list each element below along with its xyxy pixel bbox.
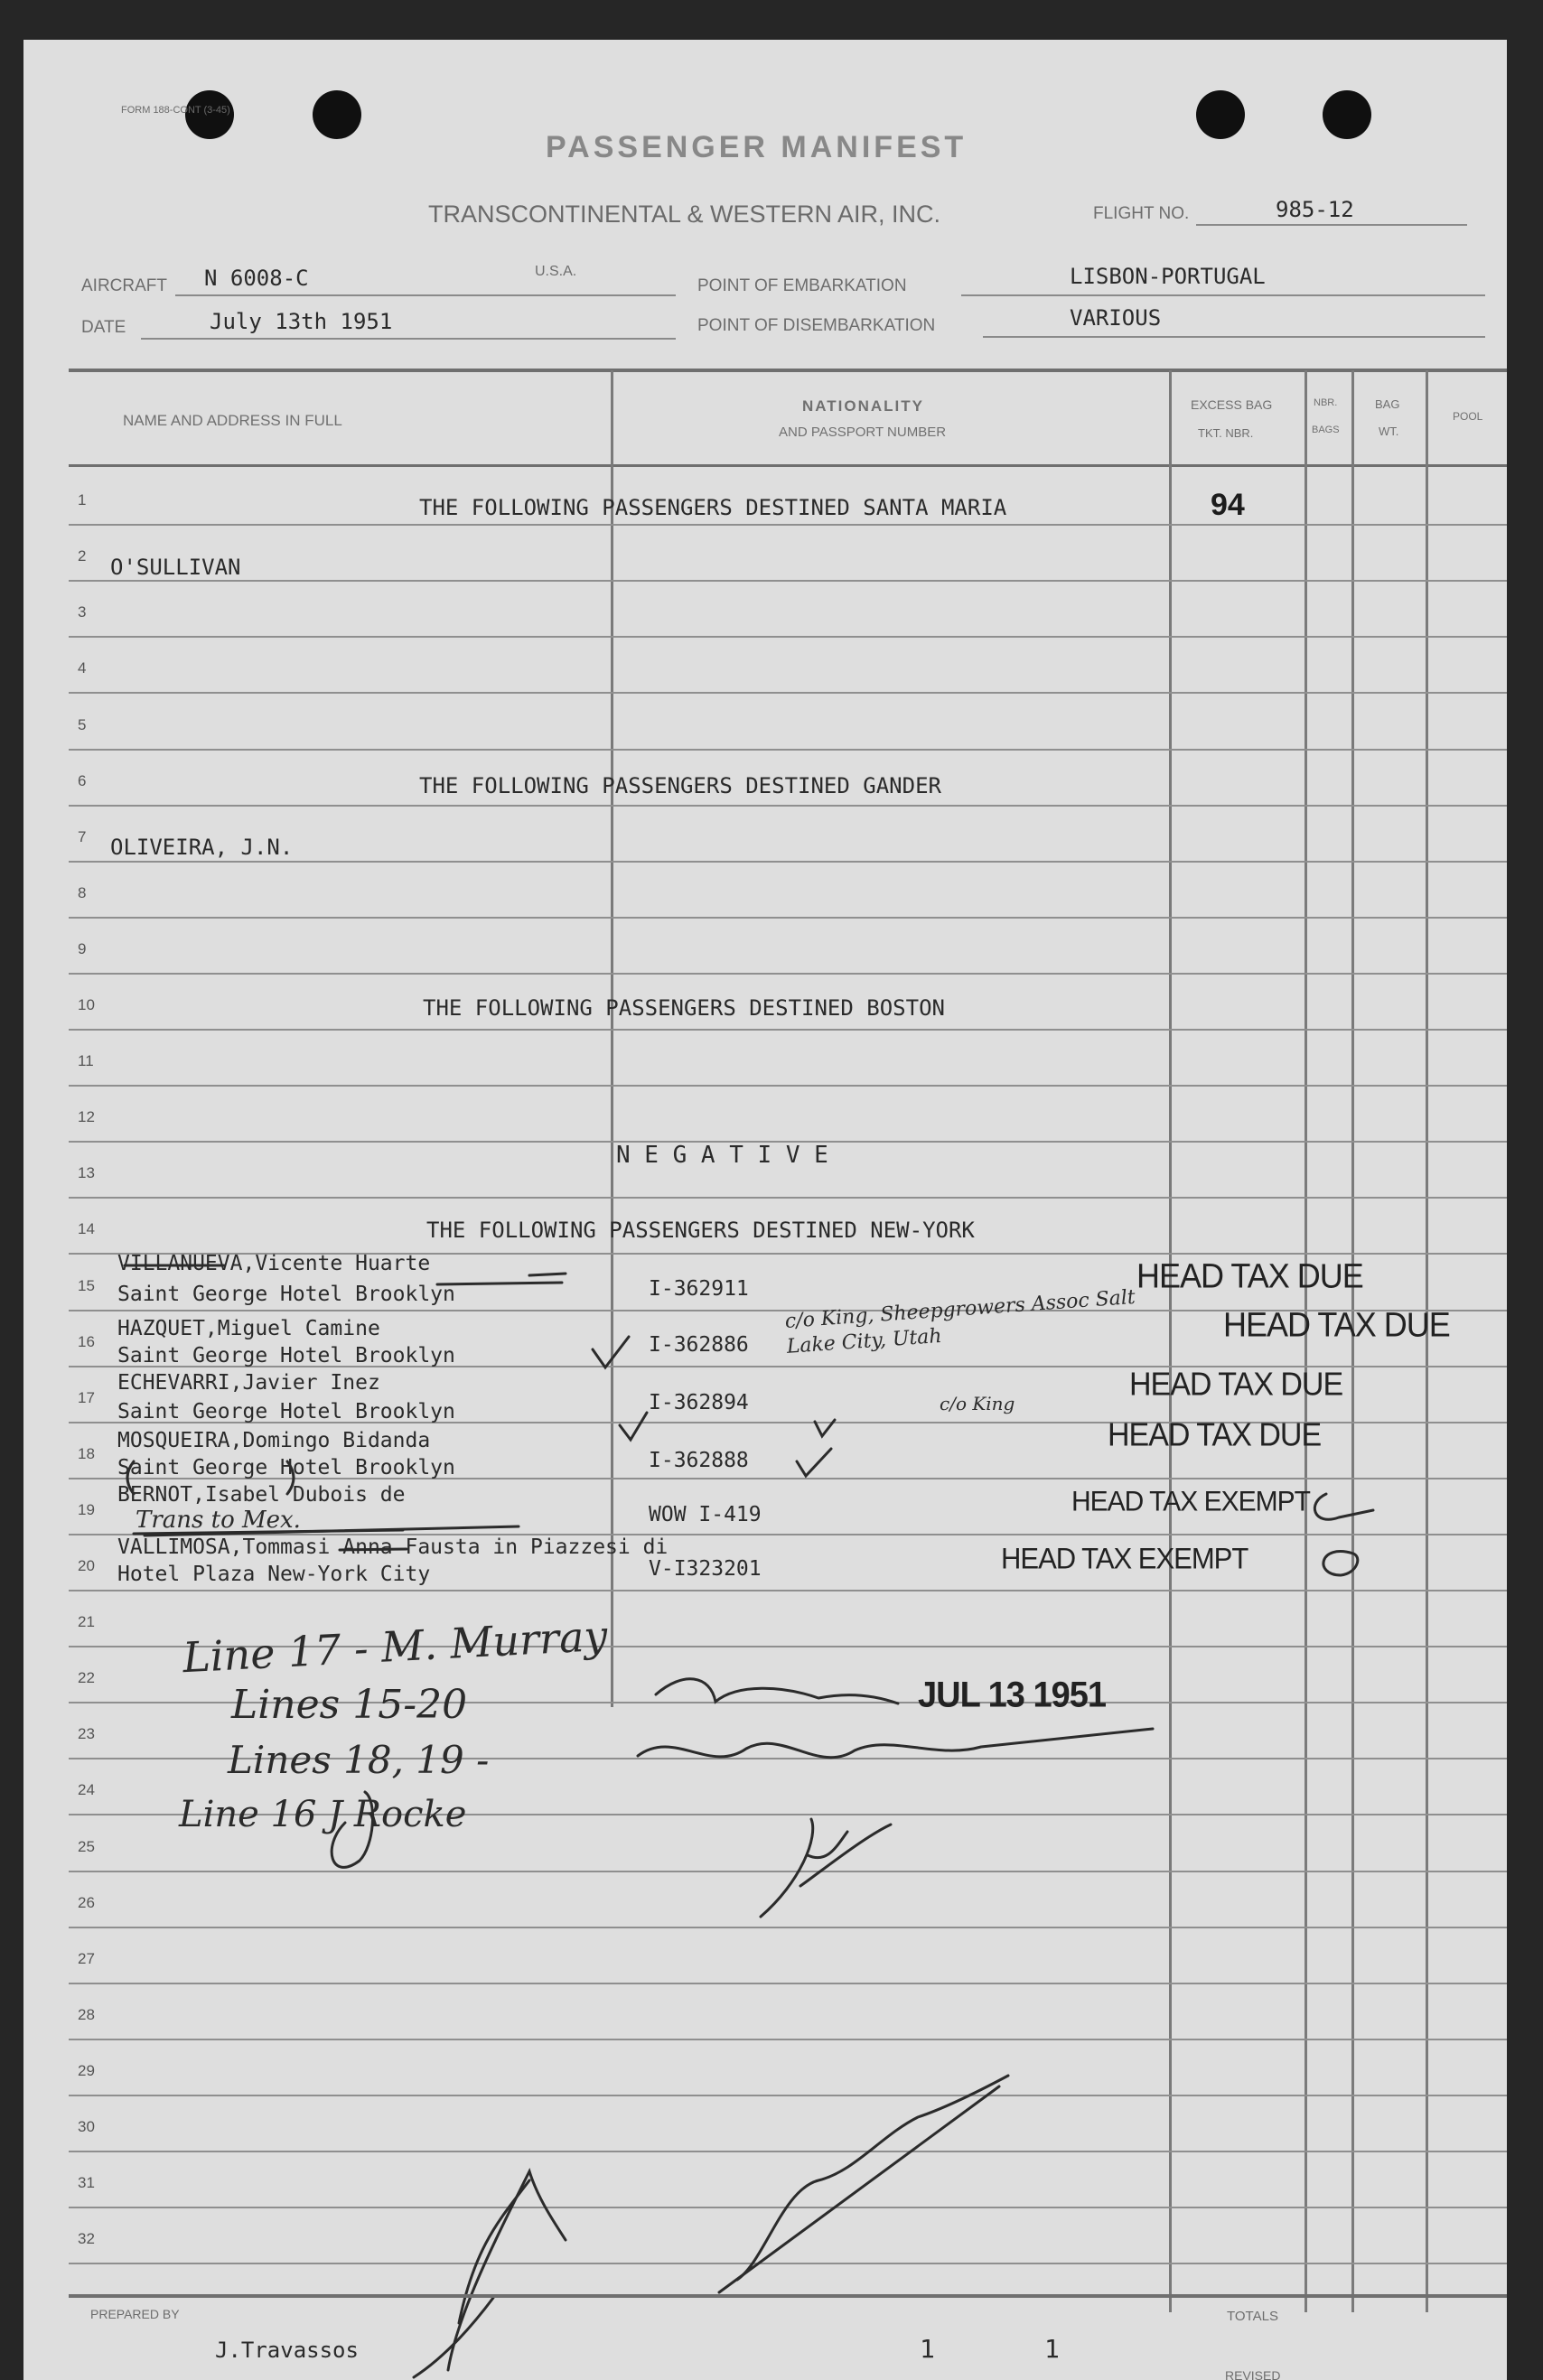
line-number: 1 (78, 491, 87, 509)
line-number: 20 (78, 1557, 95, 1574)
aircraft-label: AIRCRAFT (81, 276, 167, 295)
passenger-5-name: BERNOT,Isabel Dubois de (117, 1483, 406, 1507)
row-10-text: THE FOLLOWING PASSENGERS DESTINED BOSTON (423, 995, 945, 1021)
passenger-6-stamp: HEAD TAX EXEMPT (1001, 1542, 1248, 1575)
passenger-1-stamp: HEAD TAX DUE (1136, 1255, 1363, 1295)
passenger-3-name: ECHEVARRI,Javier Inez (117, 1371, 380, 1395)
line-number: 29 (78, 2062, 95, 2079)
passenger-3-address: Saint George Hotel Brooklyn (117, 1400, 455, 1423)
row-13-text: N E G A T I V E (616, 1142, 828, 1169)
row-14-text: THE FOLLOWING PASSENGERS DESTINED NEW-YORK (426, 1218, 975, 1243)
disembarkation-label: POINT OF DISEMBARKATION (697, 316, 936, 335)
col-excess-header: EXCESS BAG (1191, 397, 1273, 412)
usa-label: U.S.A. (535, 264, 577, 279)
passenger-4-stamp: HEAD TAX DUE (1108, 1417, 1322, 1453)
prepared-by-label: PREPARED BY (90, 2307, 180, 2321)
col-name-header: NAME AND ADDRESS IN FULL (123, 412, 342, 429)
col-bag-header: BAG (1375, 397, 1400, 411)
revised-label: REVISED (1225, 2368, 1281, 2380)
line-number: 18 (78, 1445, 95, 1462)
passenger-3-note: c/o King (940, 1393, 1015, 1414)
passenger-3-passport: I-362894 (649, 1391, 749, 1414)
date-label: DATE (81, 318, 126, 337)
line-number: 3 (78, 603, 87, 621)
line-number: 16 (78, 1333, 95, 1350)
line-number: 28 (78, 2006, 95, 2023)
flight-number: 985-12 (1276, 197, 1354, 222)
passenger-1-passport: I-362911 (649, 1277, 749, 1301)
line-number: 8 (78, 884, 87, 901)
row-7-text: OLIVEIRA, J.N. (110, 835, 294, 860)
line-number: 21 (78, 1613, 95, 1630)
col-nbr-header: NBR. (1314, 397, 1338, 408)
handwritten-line-22: Lines 15-20 (231, 1682, 468, 1728)
signatures-and-marks (23, 40, 1507, 2380)
row-1-count: 94 (1211, 488, 1245, 522)
airline-name: TRANSCONTINENTAL & WESTERN AIR, INC. (428, 201, 941, 228)
page-title: PASSENGER MANIFEST (546, 130, 968, 164)
handwritten-line-24: Line 16 J Rocke (179, 1794, 467, 1835)
passenger-5-stamp: HEAD TAX EXEMPT (1071, 1486, 1310, 1517)
line-number: 11 (78, 1052, 94, 1069)
row-6-text: THE FOLLOWING PASSENGERS DESTINED GANDER (419, 773, 941, 798)
line-number: 19 (78, 1501, 95, 1518)
line-number: 7 (78, 828, 87, 845)
line-number: 12 (78, 1108, 95, 1125)
line-number: 10 (78, 996, 95, 1013)
col-tkt-header: TKT. NBR. (1198, 426, 1254, 440)
passenger-2-address: Saint George Hotel Brooklyn (117, 1344, 455, 1367)
line-number: 26 (78, 1894, 95, 1911)
line-number: 30 (78, 2118, 95, 2135)
line-number: 24 (78, 1781, 95, 1798)
passenger-2-stamp: HEAD TAX DUE (1223, 1304, 1450, 1344)
line-number: 17 (78, 1389, 95, 1406)
passenger-3-stamp: HEAD TAX DUE (1129, 1367, 1343, 1403)
passenger-6-name: VALLIMOSA,Tommasi Anna Fausta in Piazzesi di (117, 1535, 669, 1559)
embarkation-label: POINT OF EMBARKATION (697, 276, 907, 295)
row-2-text: O'SULLIVAN (110, 555, 241, 580)
line-number: 23 (78, 1725, 95, 1742)
line-number: 9 (78, 940, 87, 957)
line-number: 32 (78, 2230, 95, 2247)
manifest-page (23, 40, 1507, 2380)
passenger-2-name: HAZQUET,Miguel Camine (117, 1317, 380, 1340)
form-number: FORM 188-CONT (3-45) (121, 105, 230, 116)
passenger-6-address: Hotel Plaza New-York City (117, 1563, 431, 1586)
passenger-2-passport: I-362886 (649, 1333, 749, 1357)
line-number: 31 (78, 2174, 95, 2191)
passenger-6-passport: V-I323201 (649, 1557, 762, 1581)
col-wt-header: WT. (1379, 425, 1399, 438)
line-number: 4 (78, 659, 87, 677)
line-number: 2 (78, 547, 87, 565)
aircraft-value: N 6008-C (204, 266, 309, 291)
total-count-1: 1 (920, 2334, 935, 2364)
col-nationality-header: NATIONALITY (802, 397, 925, 415)
line-number: 22 (78, 1669, 95, 1686)
passenger-2-note: c/o King, Sheepgrowers Assoc Salt Lake City, Utah (784, 1285, 1136, 1358)
passenger-5-passport: WOW I-419 (649, 1503, 762, 1526)
col-bags-header: BAGS (1312, 425, 1340, 435)
passenger-1-name: VILLANUEVA,Vicente Huarte (117, 1252, 431, 1275)
passenger-1-address: Saint George Hotel Brooklyn (117, 1283, 455, 1306)
handwritten-line-23: Lines 18, 19 - (228, 1738, 490, 1782)
line-number: 5 (78, 716, 87, 733)
handwritten-line-21: Line 17 - M. Murray (181, 1610, 609, 1683)
line-number: 13 (78, 1164, 95, 1181)
line-number: 14 (78, 1220, 95, 1237)
row-1-text: THE FOLLOWING PASSENGERS DESTINED SANTA MARIA (419, 495, 1007, 520)
total-count-2: 1 (1044, 2334, 1060, 2364)
passenger-4-name: MOSQUEIRA,Domingo Bidanda (117, 1429, 431, 1452)
col-passport-header: AND PASSPORT NUMBER (779, 425, 947, 440)
line-number: 25 (78, 1838, 95, 1855)
line-number: 15 (78, 1277, 95, 1294)
prepared-by-value: J.Travassos (215, 2338, 359, 2363)
line-number: 27 (78, 1950, 95, 1967)
date-stamp: JUL 13 1951 (918, 1675, 1107, 1716)
embarkation-value: LISBON-PORTUGAL (1070, 264, 1266, 289)
flight-label: FLIGHT NO. (1093, 204, 1190, 223)
col-pool-header: POOL (1453, 410, 1483, 423)
passenger-5-address: Trans to Mex. (136, 1507, 301, 1534)
passenger-4-passport: I-362888 (649, 1449, 749, 1472)
passenger-4-address: Saint George Hotel Brooklyn (117, 1456, 455, 1479)
disembarkation-value: VARIOUS (1070, 305, 1162, 331)
date-value: July 13th 1951 (210, 309, 393, 334)
line-number: 6 (78, 772, 87, 789)
totals-label: TOTALS (1227, 2309, 1278, 2324)
